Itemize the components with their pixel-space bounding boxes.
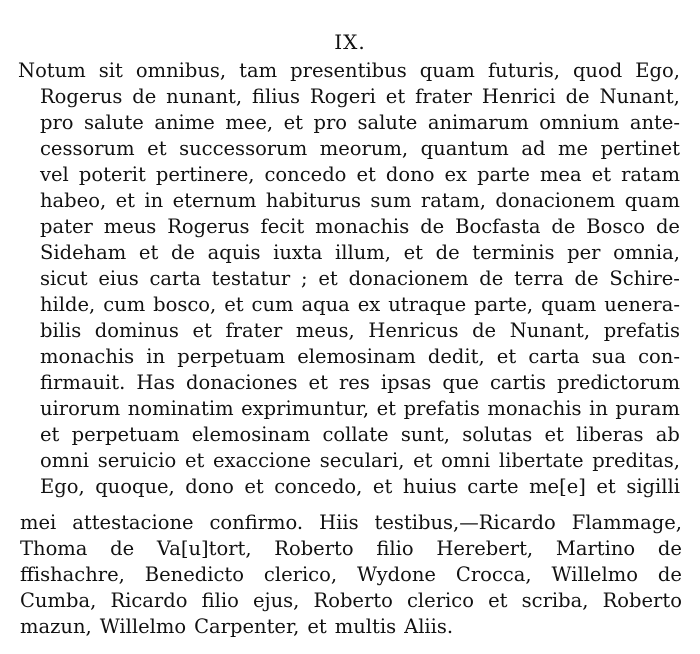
word: Benedicto bbox=[144, 563, 244, 586]
word: frater bbox=[415, 85, 472, 108]
word: et bbox=[596, 475, 616, 498]
word: quod bbox=[572, 59, 623, 82]
word: multis bbox=[334, 615, 397, 638]
word: con- bbox=[638, 345, 680, 368]
word: de bbox=[420, 215, 445, 238]
word: Willelmo bbox=[551, 563, 638, 586]
word: Aliis. bbox=[404, 615, 454, 638]
word: Roberto bbox=[274, 537, 354, 560]
word: Sideham bbox=[40, 241, 127, 264]
word: dono bbox=[385, 163, 435, 186]
word: successorum bbox=[179, 137, 308, 160]
word: donacionem bbox=[495, 189, 616, 212]
word: bilis bbox=[40, 319, 82, 342]
text-line bbox=[40, 111, 680, 135]
word: Nunant, bbox=[509, 319, 591, 342]
word: me bbox=[558, 137, 589, 160]
word: Ego, bbox=[635, 59, 680, 82]
text-line bbox=[40, 319, 680, 343]
word: in bbox=[146, 345, 166, 368]
word: et bbox=[376, 397, 397, 420]
word: ; bbox=[301, 267, 308, 290]
word: quam bbox=[624, 189, 680, 212]
word: donaciones bbox=[186, 371, 298, 394]
word: clerico bbox=[407, 589, 474, 612]
word: ratam, bbox=[420, 189, 486, 212]
word: fecit bbox=[260, 215, 305, 238]
word: testibus,—Ricardo bbox=[374, 511, 556, 534]
word: nunant, bbox=[166, 85, 243, 108]
word: Henricus bbox=[368, 319, 459, 342]
text-line bbox=[40, 449, 680, 473]
word: omni bbox=[40, 449, 90, 472]
word: et bbox=[385, 85, 406, 108]
text-line bbox=[40, 189, 680, 213]
word: vel bbox=[40, 163, 69, 186]
word: sigilli bbox=[626, 475, 680, 498]
word: omnia, bbox=[613, 241, 680, 264]
word: quoque, bbox=[95, 475, 175, 498]
word: Willelmo bbox=[99, 615, 187, 638]
word: monachis bbox=[40, 345, 135, 368]
word: Rogerus bbox=[167, 215, 250, 238]
text-line bbox=[20, 615, 682, 639]
word: ex bbox=[357, 293, 381, 316]
word: Roberto bbox=[602, 589, 682, 612]
word: et bbox=[496, 345, 517, 368]
word: carta bbox=[528, 345, 580, 368]
word: exprimuntur, bbox=[241, 397, 370, 420]
word: meorum, bbox=[319, 137, 409, 160]
word: aquis bbox=[207, 241, 261, 264]
word: habiturus bbox=[265, 189, 362, 212]
word: carte bbox=[467, 475, 519, 498]
word: et bbox=[544, 423, 564, 446]
word: et bbox=[591, 163, 612, 186]
word: et bbox=[244, 475, 264, 498]
word: uenera- bbox=[604, 293, 680, 316]
word: ratam bbox=[621, 163, 680, 186]
word: sicut bbox=[40, 267, 88, 290]
word: et bbox=[356, 163, 376, 186]
word: per bbox=[567, 241, 601, 264]
word: in bbox=[589, 397, 608, 420]
word: elemosinam bbox=[297, 345, 416, 368]
word: ex bbox=[444, 163, 468, 186]
word: Hiis bbox=[319, 511, 359, 534]
word: Wydone bbox=[357, 563, 436, 586]
word: clerico, bbox=[263, 563, 338, 586]
word: et bbox=[318, 267, 338, 290]
word: eius bbox=[98, 267, 139, 290]
word: me[e] bbox=[529, 475, 586, 498]
word: quam bbox=[541, 293, 597, 316]
word: et bbox=[403, 241, 424, 264]
text-line bbox=[20, 511, 682, 535]
text-line bbox=[40, 241, 680, 265]
text-line bbox=[40, 423, 680, 447]
word: bosco, bbox=[153, 293, 217, 316]
word: Schire- bbox=[609, 267, 680, 290]
word: ipsas bbox=[380, 371, 432, 394]
word: dominus bbox=[94, 319, 179, 342]
text-line bbox=[40, 345, 680, 369]
word: et bbox=[488, 589, 508, 612]
word: presentibus bbox=[290, 59, 407, 82]
word: mei bbox=[20, 511, 57, 534]
word: sum bbox=[370, 189, 412, 212]
word: cum bbox=[103, 293, 146, 316]
word: terra bbox=[514, 267, 564, 290]
word: Rogeri bbox=[309, 85, 376, 108]
word: de bbox=[655, 215, 680, 238]
word: exaccione bbox=[213, 449, 312, 472]
word: de bbox=[551, 215, 576, 238]
word: pertinere, bbox=[155, 163, 255, 186]
word: predictorum bbox=[557, 371, 680, 394]
word: mea bbox=[539, 163, 582, 186]
word: preditas, bbox=[592, 449, 680, 472]
word: et bbox=[138, 241, 159, 264]
word: poterit bbox=[78, 163, 146, 186]
word: salute bbox=[84, 111, 144, 134]
word: et bbox=[413, 449, 433, 472]
word: tam bbox=[239, 59, 278, 82]
word: et bbox=[184, 449, 205, 472]
word: solutas bbox=[462, 423, 533, 446]
word: sunt, bbox=[400, 423, 450, 446]
word: in bbox=[144, 189, 164, 212]
word: confirmo. bbox=[209, 511, 304, 534]
word: de bbox=[435, 241, 460, 264]
word: Carpenter, bbox=[194, 615, 300, 638]
word: liberas bbox=[576, 423, 644, 446]
word: dedit, bbox=[427, 345, 485, 368]
word: Flammage, bbox=[571, 511, 682, 534]
word: filius bbox=[251, 85, 300, 108]
word: huius bbox=[402, 475, 457, 498]
text-line bbox=[40, 371, 680, 395]
word: et bbox=[283, 111, 303, 134]
word: de bbox=[132, 85, 157, 108]
word: libertate bbox=[498, 449, 584, 472]
word: uirorum bbox=[40, 397, 121, 420]
word: hilde, bbox=[40, 293, 96, 316]
text-line bbox=[40, 85, 680, 109]
word: res bbox=[338, 371, 370, 394]
word: prefatis bbox=[403, 397, 480, 420]
word: elemosinam bbox=[191, 423, 311, 446]
word: attestacione bbox=[72, 511, 194, 534]
word: Rogerus bbox=[40, 85, 123, 108]
text-line bbox=[20, 563, 682, 587]
word: de bbox=[110, 537, 135, 560]
word: de bbox=[574, 267, 599, 290]
word: et bbox=[147, 137, 167, 160]
word: salute bbox=[357, 111, 418, 134]
word: ab bbox=[655, 423, 680, 446]
word: Cumba, bbox=[20, 589, 97, 612]
word: de bbox=[657, 563, 682, 586]
word: et bbox=[307, 615, 327, 638]
word: Nunant, bbox=[599, 85, 680, 108]
word: Henrici bbox=[481, 85, 556, 108]
word: de bbox=[472, 319, 497, 342]
word: pertinet bbox=[600, 137, 680, 160]
text-line bbox=[40, 215, 680, 239]
word: testatur bbox=[211, 267, 291, 290]
word: prefatis bbox=[603, 319, 680, 342]
word: pater bbox=[40, 215, 93, 238]
text-line bbox=[20, 589, 682, 613]
word: et bbox=[308, 371, 328, 394]
word: omnium bbox=[539, 111, 620, 134]
word: et bbox=[192, 319, 212, 342]
word: et bbox=[372, 475, 393, 498]
word: cartis bbox=[490, 371, 546, 394]
word: ad bbox=[521, 137, 546, 160]
word: iuxta bbox=[273, 241, 323, 264]
word: perpetuam bbox=[177, 345, 286, 368]
word: de bbox=[170, 241, 195, 264]
word: Va[u]tort, bbox=[156, 537, 252, 560]
word: parte bbox=[477, 163, 530, 186]
word: omni bbox=[441, 449, 491, 472]
word: parte, bbox=[474, 293, 534, 316]
word: donacionem bbox=[348, 267, 469, 290]
word: et bbox=[224, 293, 244, 316]
word: firmauit. bbox=[40, 371, 126, 394]
word: puram bbox=[615, 397, 680, 420]
word: omnibus, bbox=[135, 59, 227, 82]
word: habeo, bbox=[40, 189, 107, 212]
word: perpetuam bbox=[71, 423, 180, 446]
text-line bbox=[40, 163, 680, 187]
word: carta bbox=[149, 267, 201, 290]
word: dono bbox=[185, 475, 234, 498]
word: cessorum bbox=[40, 137, 135, 160]
word: Bocfasta bbox=[455, 215, 541, 238]
word: Ego, bbox=[40, 475, 85, 498]
word: nominatim bbox=[127, 397, 234, 420]
word: Ricardo bbox=[110, 589, 188, 612]
word: pro bbox=[313, 111, 348, 134]
word: Notum bbox=[18, 59, 86, 82]
word: cum bbox=[251, 293, 294, 316]
word: Roberto bbox=[313, 589, 393, 612]
word: ffishachre, bbox=[20, 563, 125, 586]
word: futuris, bbox=[487, 59, 560, 82]
word: Crocca, bbox=[455, 563, 532, 586]
word: ejus, bbox=[253, 589, 300, 612]
word: de bbox=[479, 267, 504, 290]
word: seruicio bbox=[97, 449, 177, 472]
word: aqua bbox=[301, 293, 350, 316]
word: quantum bbox=[420, 137, 509, 160]
word: et bbox=[40, 423, 60, 446]
word: Has bbox=[136, 371, 175, 394]
word: filio bbox=[376, 537, 414, 560]
text-line bbox=[20, 537, 682, 561]
word: meus bbox=[103, 215, 157, 238]
text-line bbox=[40, 397, 680, 421]
word: terminis bbox=[472, 241, 555, 264]
word: animarum bbox=[427, 111, 529, 134]
word: de bbox=[657, 537, 682, 560]
word: ante- bbox=[629, 111, 680, 134]
word: monachis bbox=[315, 215, 410, 238]
text-line bbox=[18, 59, 680, 83]
text-line bbox=[40, 267, 680, 291]
word: de bbox=[565, 85, 590, 108]
text-line bbox=[40, 293, 680, 317]
word: et bbox=[115, 189, 135, 212]
word: concedo, bbox=[274, 475, 363, 498]
word: scriba, bbox=[521, 589, 589, 612]
page-heading: IX. bbox=[334, 30, 366, 54]
word: Herebert, bbox=[436, 537, 534, 560]
word: meus, bbox=[295, 319, 355, 342]
word: sit bbox=[98, 59, 123, 82]
word: Bosco bbox=[586, 215, 646, 238]
word: filio bbox=[201, 589, 239, 612]
word: monachis bbox=[487, 397, 582, 420]
word: collate bbox=[322, 423, 389, 446]
word: utraque bbox=[388, 293, 467, 316]
word: que bbox=[442, 371, 479, 394]
text-line bbox=[40, 475, 680, 499]
word: quam bbox=[419, 59, 475, 82]
text-line bbox=[40, 137, 680, 161]
word: mee, bbox=[225, 111, 274, 134]
word: concedo bbox=[264, 163, 347, 186]
word: pro bbox=[40, 111, 74, 134]
word: Thoma bbox=[20, 537, 88, 560]
word: seculari, bbox=[319, 449, 405, 472]
word: mazun, bbox=[20, 615, 92, 638]
word: frater bbox=[225, 319, 283, 342]
word: eternum bbox=[172, 189, 257, 212]
word: Martino bbox=[555, 537, 636, 560]
word: sua bbox=[591, 345, 626, 368]
word: illum, bbox=[335, 241, 391, 264]
word: anime bbox=[154, 111, 215, 134]
